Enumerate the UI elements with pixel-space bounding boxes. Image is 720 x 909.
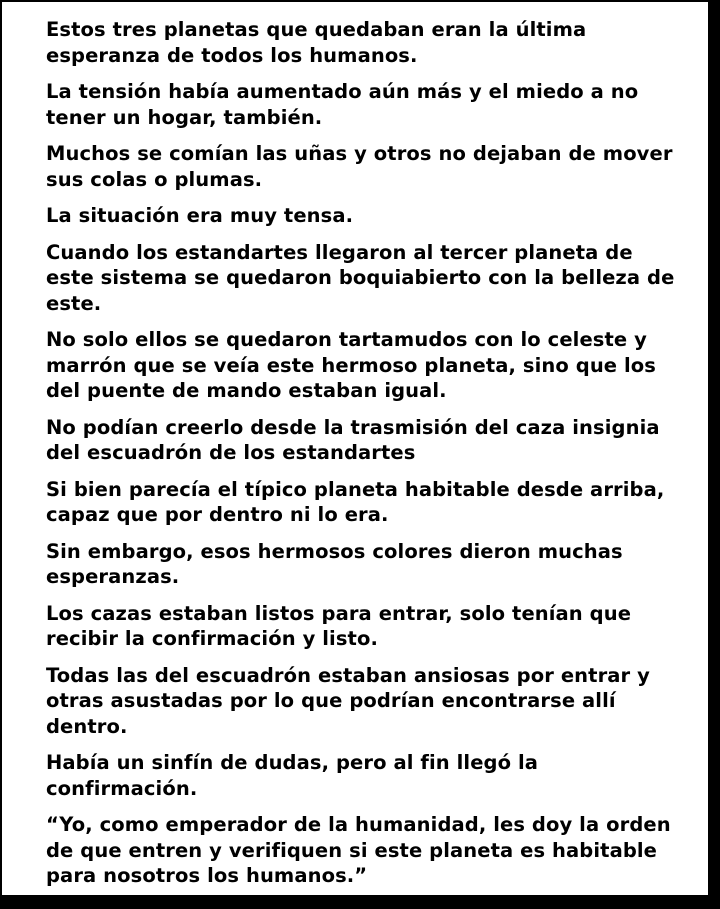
paragraph-13: “Yo, como emperador de la humanidad, les doy la orden de que entren y verifiquen si este planeta es habitable para nosotros los humanos.”: [46, 813, 671, 887]
paragraph-4: La situación era muy tensa.: [46, 204, 354, 227]
paragraph-5: Cuando los estandartes llegaron al tercer planeta de este sistema se quedaron boquiabierto con la belleza de este.: [46, 240, 675, 315]
paragraph-11: Todas las del escuadrón estaban ansiosas por entrar y otras asustadas por lo que podrían encontrarse allí dentro.: [46, 663, 650, 738]
paragraph-12: Había un sinfín de dudas, pero al fin llegó la confirmación.: [46, 751, 539, 800]
paragraph-9: Sin embargo, esos hermosos colores dieron muchas esperanzas.: [46, 539, 623, 588]
paragraph-8: Si bien parecía el típico planeta habitable desde arriba, capaz que por dentro ni lo era.: [46, 477, 665, 526]
paragraph-6: No solo ellos se quedaron tartamudos con lo celeste y marrón que se veía este hermoso planeta, sino que los del puente de mando estaban igual.: [46, 328, 657, 402]
story-text: [46, 17, 686, 897]
paragraph-1: Estos tres planetas que quedaban eran la última esperanza de todos los humanos.: [46, 18, 587, 67]
paragraph-3: Muchos se comían las uñas y otros no dejaban de mover sus colas o plumas.: [46, 142, 673, 191]
paragraph-7: No podían creerlo desde la trasmisión del caza insignia del escuadrón de los estandartes: [46, 415, 660, 464]
paragraph-10: Los cazas estaban listos para entrar, solo tenían que recibir la confirmación y listo.: [46, 601, 632, 650]
paragraph-2: La tensión había aumentado aún más y el miedo a no tener un hogar, también.: [46, 80, 639, 129]
